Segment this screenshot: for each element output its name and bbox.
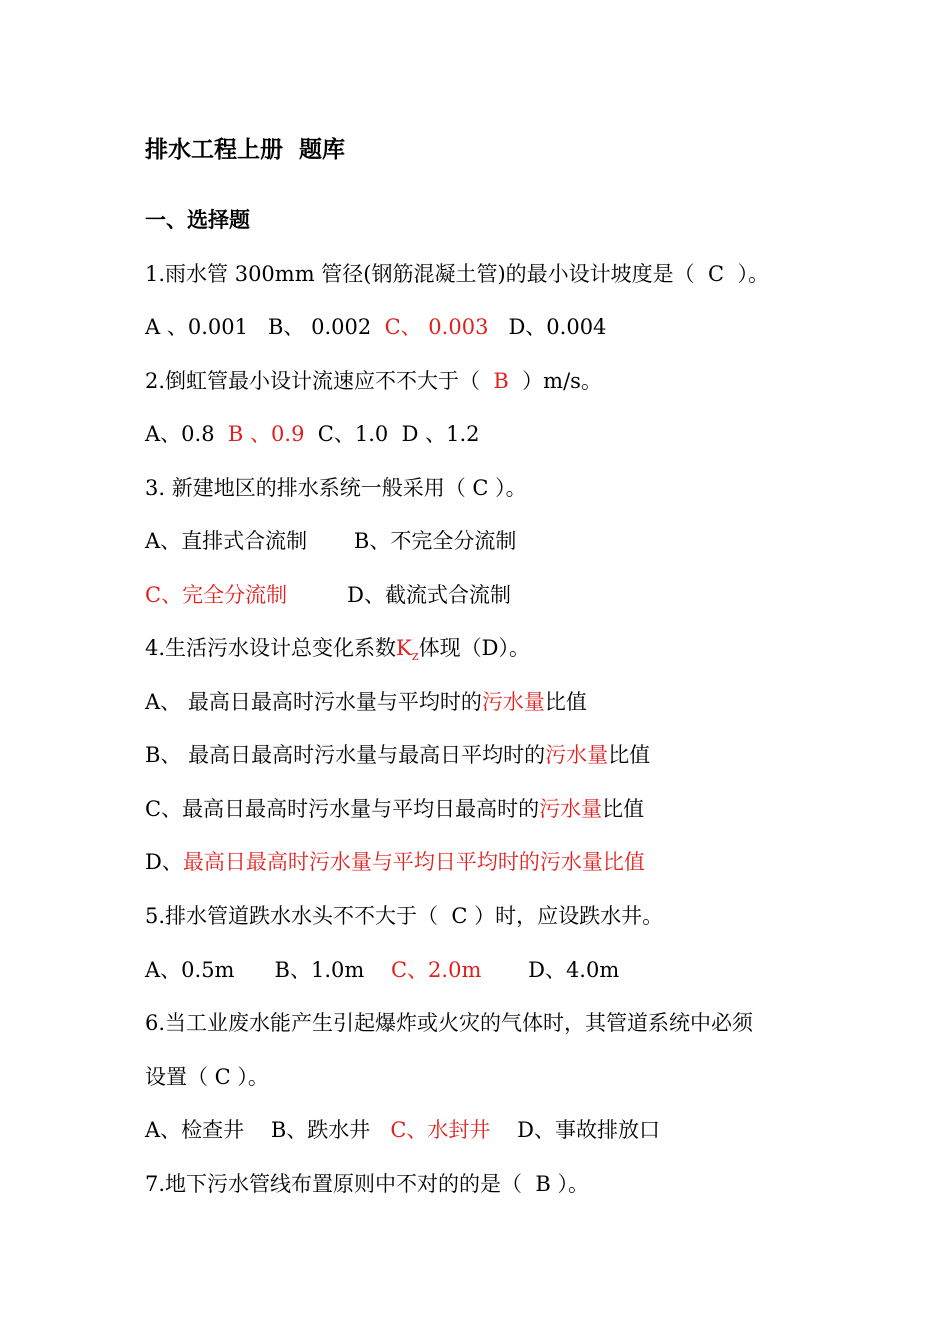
question-6-line-2: 设置（ C ）。	[145, 1065, 269, 1089]
option-text: A 、0.001 B、 0.002	[145, 315, 385, 339]
question-2-options	[145, 421, 480, 447]
question-3-options-ab: A、直排式合流制 B、不完全分流制	[145, 529, 517, 553]
section-heading: 一、选择题	[145, 208, 250, 232]
highlight-text: 污水量	[539, 797, 603, 821]
correct-option: C、完全分流制	[145, 583, 288, 607]
question-2	[145, 368, 602, 394]
k-letter: K	[396, 636, 412, 660]
option-text: A、0.5m B、1.0m	[145, 958, 391, 982]
option-text: A、 最高日最高时污水量与平均时的	[145, 690, 482, 714]
kz-symbol	[396, 636, 419, 665]
option-text: A、0.8	[145, 422, 228, 446]
question-text: ）m/s。	[508, 369, 602, 393]
question-3: 3. 新建地区的排水系统一般采用（ C ）。	[145, 476, 527, 500]
correct-option: C、2.0m	[390, 958, 482, 982]
answer-mark: B	[493, 369, 509, 393]
question-4-option-b	[145, 742, 650, 768]
option-text: D、事故排放口	[490, 1118, 660, 1142]
question-4	[145, 635, 530, 670]
option-text: 比值	[602, 797, 645, 821]
question-text: 体现（D）。	[418, 636, 530, 660]
option-text: D、截流式合流制	[287, 583, 511, 607]
question-6-options	[145, 1117, 660, 1143]
k-subscript: z	[411, 649, 419, 665]
option-text: D、	[145, 850, 183, 874]
highlight-text: 污水量	[481, 690, 545, 714]
question-5: 5.排水管道跌水水头不不大于（ C ）时，应设跌水井。	[145, 904, 664, 928]
correct-option: C、 0.003	[384, 315, 489, 339]
question-4-option-c	[145, 796, 644, 822]
option-text: A、检查井 B、跌水井	[145, 1118, 391, 1142]
question-4-option-a	[145, 689, 587, 715]
question-5-options	[145, 957, 619, 983]
correct-option: B 、0.9	[227, 422, 305, 446]
question-3-options-cd	[145, 582, 511, 608]
question-text: 2.倒虹管最小设计流速应不不大于（	[145, 369, 494, 393]
option-text: D、4.0m	[481, 958, 620, 982]
correct-option: C、水封井	[390, 1118, 491, 1142]
option-text: 比值	[608, 743, 651, 767]
option-text: 比值	[544, 690, 587, 714]
option-text: B、 最高日最高时污水量与最高日平均时的	[145, 743, 546, 767]
correct-option: 最高日最高时污水量与平均日平均时的污水量比值	[182, 850, 645, 874]
option-text: C、1.0 D 、1.2	[304, 422, 480, 446]
question-6-line-1: 6.当工业废水能产生引起爆炸或火灾的气体时，其管道系统中必须	[145, 1011, 754, 1035]
question-1: 1.雨水管 300mm 管径(钢筋混凝土管)的最小设计坡度是（ C ）。	[145, 262, 769, 286]
option-text: C、最高日最高时污水量与平均日最高时的	[145, 797, 540, 821]
question-text: 4.生活污水设计总变化系数	[145, 636, 397, 660]
question-4-option-d	[145, 849, 645, 875]
question-7: 7.地下污水管线布置原则中不对的的是（ B ）。	[145, 1172, 589, 1196]
document-title: 排水工程上册 题库	[145, 137, 346, 163]
option-text: D、0.004	[488, 315, 607, 339]
question-1-options	[145, 314, 606, 340]
highlight-text: 污水量	[545, 743, 609, 767]
